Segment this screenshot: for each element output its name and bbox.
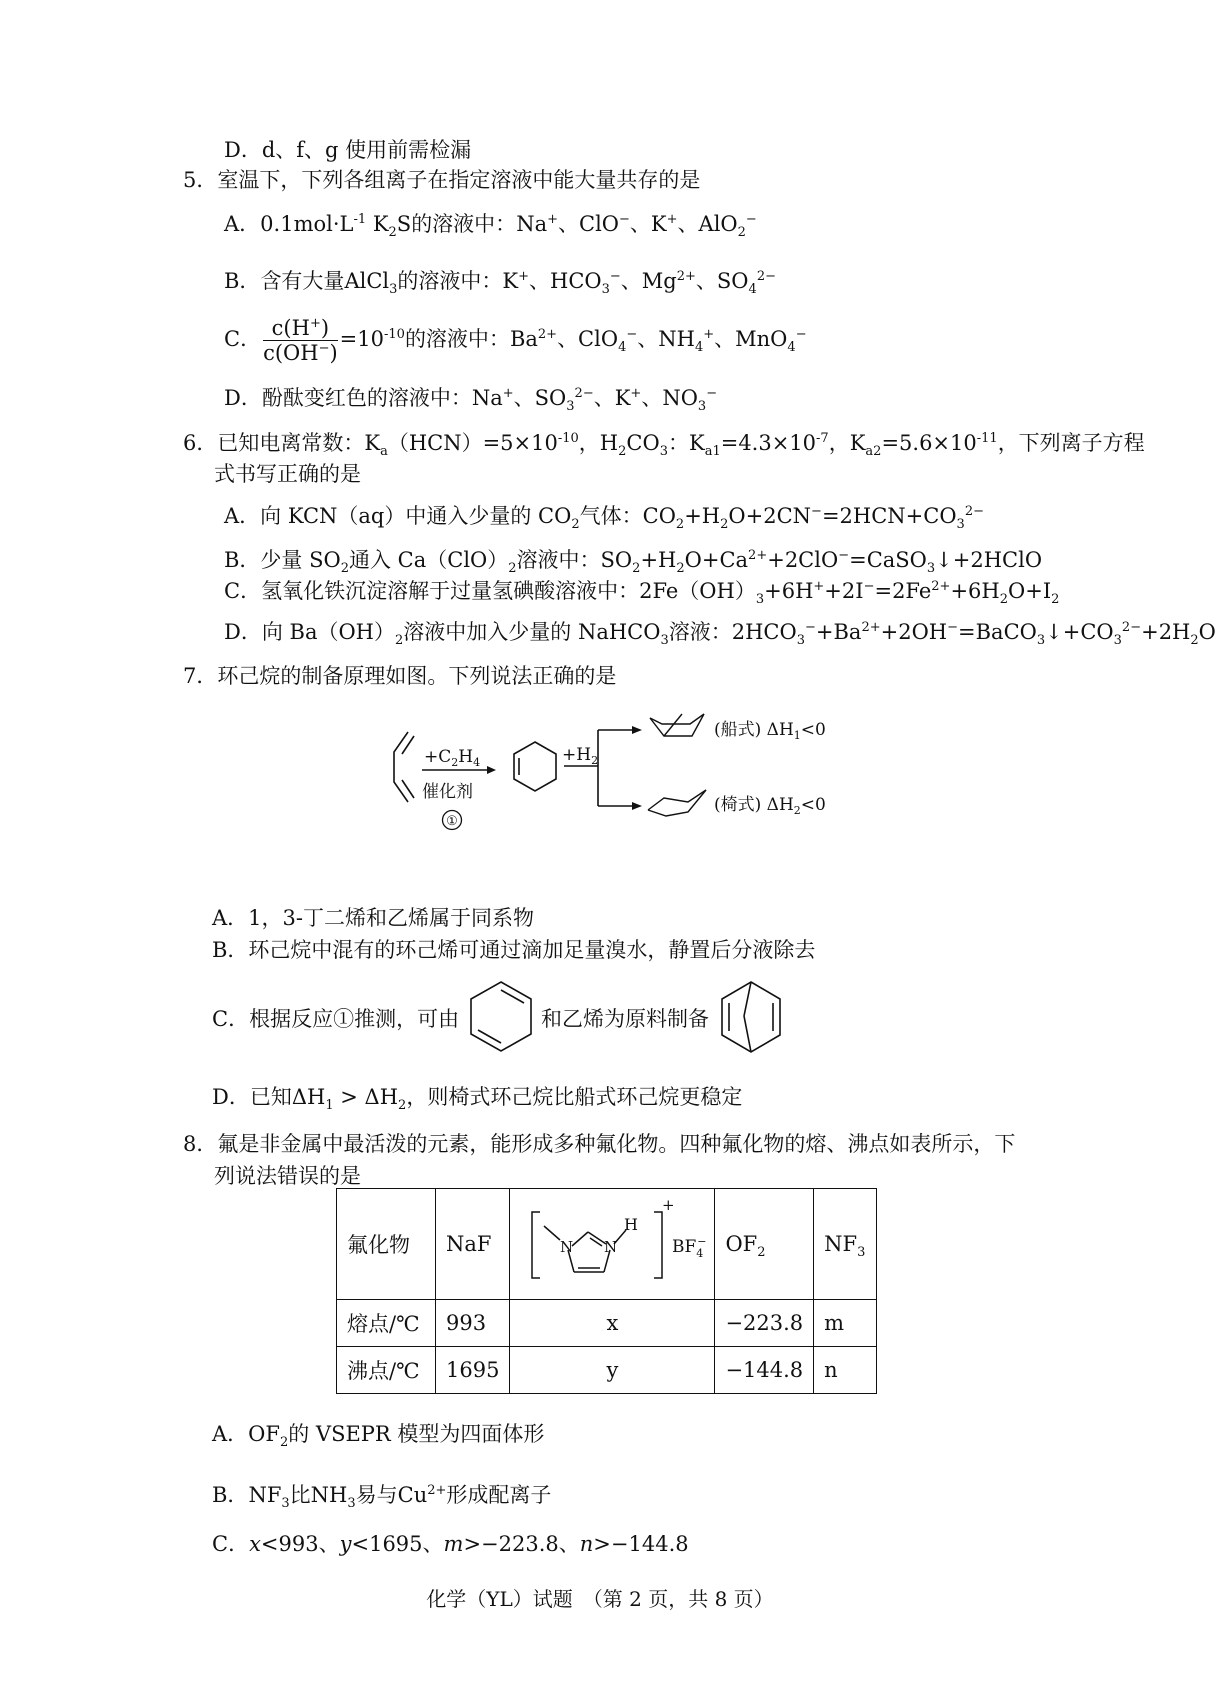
- table-header-cell: $OF_2$: [715, 1189, 814, 1300]
- table-header-cell: $NF_3$: [814, 1189, 877, 1300]
- q7-option-c-tail: 和乙烯为原料制备: [541, 1007, 709, 1031]
- page-footer: 化学（YL）试题 （第 2 页，共 8 页）: [426, 1587, 774, 1611]
- q6-option-a: A．向 KCN（aq）中通入少量的 $CO_2$气体：$CO_2+H_2O+2CN^-=2HCN+CO_3^{2-}$: [224, 504, 984, 533]
- q7-stem: 7．环己烷的制备原理如图。下列说法正确的是: [183, 664, 617, 688]
- q7-option-d: D．已知$\Delta H_1 > \Delta H_2$，则椅式环己烷比船式环己烷更稳定: [212, 1085, 743, 1114]
- ionic-liquid-header-cell: [510, 1189, 715, 1300]
- q6-option-d: D．向 $Ba(OH)_2$溶液中加入少量的 NaHCO$_3$溶液：$2HCO_3^-+Ba^{2+}+2OH^-=BaCO_3↓+CO_3^{2-}+2H_2O$: [224, 620, 1216, 649]
- table-cell: 熔点/℃: [337, 1300, 436, 1347]
- table-cell: −144.8: [715, 1347, 814, 1394]
- svg-text:+C2H4: $+C_2H_4$: [424, 747, 481, 769]
- boat-cyclohexane-structure: [650, 714, 704, 736]
- q5-option-b: B．含有大量AlCl$_3$的溶液中：K+、$HCO_3^-$、$Mg^{2+}$、$SO_4^{2-}$: [224, 269, 776, 298]
- q5-option-c: C． $\frac{c(H^+)}{c(OH^-)}$ $=10^{-10}$的溶液中：$Ba^{2+}$、ClO$_4$−、$NH_4^+$、MnO$_4$−: [224, 316, 807, 365]
- reaction-arrow-2: [564, 730, 632, 806]
- reaction-arrow-1: [422, 747, 496, 802]
- svg-text:+: +: [662, 1195, 676, 1214]
- cyclohexane-synthesis-scheme: [392, 702, 826, 892]
- boat-label: (船式) $\Delta H_1<0$: [714, 720, 826, 742]
- q5-option-a: A．$0.1mol\cdot L^{-1}$ $K_2S$的溶液中：Na+、ClO−、K+、AlO$_2$−: [224, 212, 757, 241]
- q6-option-c: C．氢氧化铁沉淀溶解于过量氢碘酸溶液中：$2Fe(OH)_3+6H^++2I^-=2Fe^{2+}+6H_2O+I_2$: [224, 579, 1060, 608]
- q6-option-b: B．少量 $SO_2$通入 $Ca(ClO)_2$溶液中：$SO_2+H_2O+Ca^{2+}+2ClO^-=CaSO_3↓+2HClO$: [224, 548, 1043, 577]
- h-oh-ratio-fraction: $\frac{c(H^+)}{c(OH^-)}$: [263, 316, 338, 365]
- imidazolium-bf4-structure: [514, 1192, 710, 1292]
- table-header-cell: 氟化物: [337, 1189, 436, 1300]
- step-1-label: ①: [446, 814, 458, 829]
- q8-option-c: C．x<993、y<1695、m>−223.8、n>−144.8: [212, 1532, 689, 1556]
- table-header-cell: NaF: [436, 1189, 510, 1300]
- butadiene-structure: [394, 732, 414, 802]
- table-cell: m: [814, 1300, 877, 1347]
- svg-text:H: H: [624, 1214, 639, 1234]
- svg-text:N: N: [604, 1237, 618, 1256]
- bicyclooctadiene-structure: [716, 978, 786, 1058]
- q7-option-c: C．根据反应①推测，可由: [212, 1007, 460, 1031]
- cyclohexene-structure: [514, 742, 556, 791]
- table-header-row: [337, 1189, 877, 1300]
- table-cell: 1695: [436, 1347, 510, 1394]
- table-row: [337, 1347, 877, 1394]
- fluoride-table: [336, 1188, 877, 1394]
- table-cell: y: [510, 1347, 715, 1394]
- svg-text:BF4−: $BF_4-$: [672, 1234, 707, 1260]
- q8-stem-line2: 列说法错误的是: [214, 1164, 361, 1188]
- table-row: [337, 1300, 877, 1347]
- q5-stem: 5．室温下，下列各组离子在指定溶液中能大量共存的是: [183, 168, 701, 192]
- svg-text:N: N: [560, 1237, 574, 1256]
- q8-option-b: B．$NF_3$比$NH_3$易与$Cu^{2+}$形成配离子: [212, 1483, 552, 1512]
- cyclohexadiene-structure: [465, 978, 537, 1058]
- chair-label: (椅式) $\Delta H_2<0$: [714, 795, 826, 817]
- table-cell: 993: [436, 1300, 510, 1347]
- chair-cyclohexane-structure: [648, 790, 706, 816]
- table-cell: 沸点/℃: [337, 1347, 436, 1394]
- q8-option-a: A．$OF_2$的 VSEPR 模型为四面体形: [212, 1422, 545, 1451]
- q6-stem-line2: 式书写正确的是: [214, 462, 361, 486]
- table-cell: n: [814, 1347, 877, 1394]
- q7-option-b: B．环己烷中混有的环己烯可通过滴加足量溴水，静置后分液除去: [212, 938, 816, 962]
- svg-text:催化剂: 催化剂: [422, 782, 473, 802]
- table-cell: x: [510, 1300, 715, 1347]
- svg-text:+H2: $+H_2$: [562, 745, 599, 767]
- table-cell: −223.8: [715, 1300, 814, 1347]
- q5-option-d: D．酚酞变红色的溶液中：Na+、$SO_3^{2-}$、K+、$NO_3^-$: [224, 386, 718, 415]
- q8-stem: 8．氟是非金属中最活泼的元素，能形成多种氟化物。四种氟化物的熔、沸点如表所示，下: [183, 1132, 1016, 1156]
- q6-stem: 6．已知电离常数：$K_a(HCN)=5\times 10^{-10}$，$H_2CO_3$：$K_{a1}=4.3\times 10^{-7}$，$K_{a2}=5.6\times 10^{-11}$，下列离子方程: [183, 431, 1145, 460]
- q4-option-d: D．d、f、g 使用前需检漏: [224, 138, 472, 162]
- q7-option-a: A．1，3-丁二烯和乙烯属于同系物: [212, 906, 534, 930]
